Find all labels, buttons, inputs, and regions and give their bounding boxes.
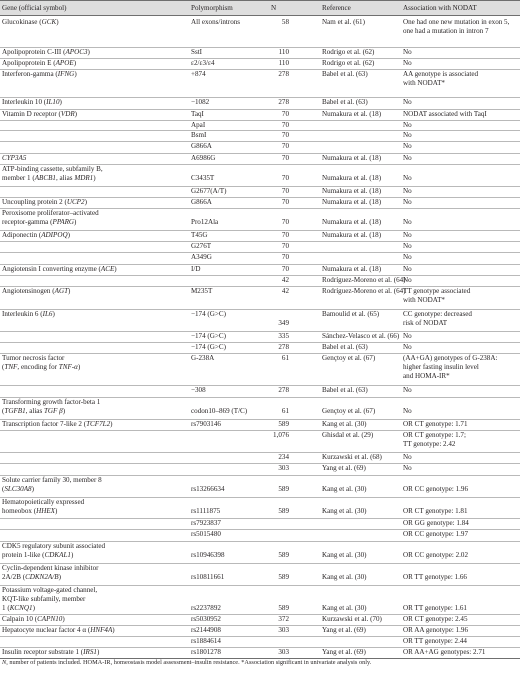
row-divider <box>0 208 520 209</box>
cell-polymorphism: All exons/introns <box>191 18 241 26</box>
cell-association: No <box>403 98 412 106</box>
table-row <box>0 58 520 69</box>
row-divider <box>0 309 520 310</box>
cell-association: No <box>403 407 412 415</box>
row-divider <box>0 197 520 198</box>
row-divider <box>0 47 520 48</box>
cell-n: 589 <box>278 420 289 428</box>
cell-association: OR TT genotype: 1.66 <box>403 573 467 581</box>
cell-polymorphism: −1082 <box>191 98 210 106</box>
row-divider <box>0 529 520 530</box>
table-row <box>0 518 520 529</box>
table-row <box>0 342 520 353</box>
cell-reference: Bamoulid et al. (65) <box>322 310 380 318</box>
cell-polymorphism: SstI <box>191 48 203 56</box>
cell-n: 589 <box>278 485 289 493</box>
row-divider <box>0 186 520 187</box>
cell-n: 589 <box>278 507 289 515</box>
cell-n: 303 <box>278 464 289 472</box>
cell-association: No <box>403 131 412 139</box>
cell-polymorphism: Pro12Ala <box>191 218 219 226</box>
cell-reference: Sánchez-Velasco et al. (66) <box>322 332 400 340</box>
cell-n: 589 <box>278 604 289 612</box>
cell-reference: Yang et al. (69) <box>322 464 366 472</box>
row-divider <box>0 153 520 154</box>
cell-polymorphism: C3435T <box>191 174 215 182</box>
row-divider <box>0 430 520 431</box>
cell-reference: Babel et al. (63) <box>322 343 368 351</box>
table-row <box>0 636 520 647</box>
cell-reference: Babel et al. (63) <box>322 386 368 394</box>
cell-reference: Rodríguez-Moreno et al. (64) <box>322 287 406 295</box>
table-row <box>0 563 520 583</box>
table-row <box>0 241 520 252</box>
cell-reference: Rodrigo et al. (62) <box>322 59 375 67</box>
cell-association: No <box>403 332 412 340</box>
cell-polymorphism: BsmI <box>191 131 207 139</box>
row-divider <box>0 463 520 464</box>
cell-polymorphism: −308 <box>191 386 206 394</box>
table-row <box>0 353 520 385</box>
cell-reference: Ghisdal et al. (29) <box>322 431 374 439</box>
cell-association: No <box>403 187 412 195</box>
cell-polymorphism: codon10–869 (T/C) <box>191 407 248 415</box>
cell-polymorphism: ε2/ε3/ε4 <box>191 59 215 67</box>
cell-reference: Numakura et al. (18) <box>322 231 382 239</box>
cell-gene: Hematopoietically expressed homeobox (HHEX) <box>2 498 85 515</box>
table-row <box>0 130 520 141</box>
table-row <box>0 309 520 331</box>
cell-n: 303 <box>278 626 289 634</box>
cell-gene: Tumor necrosis factor (TNF, encoding for TNF-α) <box>2 354 81 371</box>
cell-association: No <box>403 343 412 351</box>
cell-gene: Apolipoprotein E (APOE) <box>2 59 77 67</box>
cell-association: OR TT genotype: 2.44 <box>403 637 467 645</box>
cell-gene: CYP3A5 <box>2 154 27 162</box>
cell-association: NODAT associated with TaqI <box>403 110 487 118</box>
cell-reference: Babel et al. (63) <box>322 98 368 106</box>
row-divider <box>0 230 520 231</box>
cell-association: OR AA genotype: 1.96 <box>403 626 469 634</box>
cell-polymorphism: −174 (G>C) <box>191 310 226 318</box>
cell-reference: Rodríguez-Moreno et al. (64) <box>322 276 406 284</box>
cell-reference: Numakura et al. (18) <box>322 187 382 195</box>
cell-reference: Gençtoy et al. (67) <box>322 407 376 415</box>
cell-gene: Angiotensinogen (AGT) <box>2 287 71 295</box>
cell-n: 70 <box>281 218 289 226</box>
cell-polymorphism: rs2237892 <box>191 604 221 612</box>
table-row <box>0 230 520 241</box>
cell-gene: Transcription factor 7-like 2 (TCF7L2) <box>2 420 113 428</box>
cell-gene: Interleukin 6 (IL6) <box>2 310 55 318</box>
row-divider <box>0 241 520 242</box>
cell-polymorphism: rs5030952 <box>191 615 221 623</box>
header-association: Association with NODAT <box>403 4 477 12</box>
table-row <box>0 208 520 228</box>
row-divider <box>0 353 520 354</box>
row-divider <box>0 385 520 386</box>
cell-polymorphism: G-238A <box>191 354 215 362</box>
table-row <box>0 529 520 540</box>
cell-polymorphism: rs13266634 <box>191 485 225 493</box>
cell-n: 70 <box>281 174 289 182</box>
cell-gene: Adiponectin (ADIPOQ) <box>2 231 70 239</box>
row-divider <box>0 397 520 398</box>
cell-association: OR CT genotype: 1.71 <box>403 420 468 428</box>
cell-reference: Numakura et al. (18) <box>322 154 382 162</box>
cell-polymorphism: ApaI <box>191 121 206 129</box>
cell-association: No <box>403 231 412 239</box>
table-row <box>0 186 520 197</box>
cell-association: No <box>403 453 412 461</box>
row-divider <box>0 563 520 564</box>
cell-association: CC genotype: decreased risk of NODAT <box>403 310 472 327</box>
cell-n: 589 <box>278 551 289 559</box>
row-divider <box>0 647 520 648</box>
row-divider <box>0 252 520 253</box>
row-divider <box>0 475 520 476</box>
table-row <box>0 109 520 120</box>
row-divider <box>0 58 520 59</box>
cell-n: 70 <box>281 242 289 250</box>
cell-association: No <box>403 253 412 261</box>
cell-gene: ATP-binding cassette, subfamily B, member 1 (ABCB1, alias MDR1) <box>2 165 103 182</box>
table-row <box>0 463 520 474</box>
cell-gene: Angiotensin I converting enzyme (ACE) <box>2 265 117 273</box>
cell-gene: Interferon-gamma (IFNG) <box>2 70 77 78</box>
cell-reference: Kang et al. (30) <box>322 573 367 581</box>
cell-gene: Calpain 10 (CAPN10) <box>2 615 65 623</box>
cell-polymorphism: G866A <box>191 142 212 150</box>
cell-n: 42 <box>281 287 289 295</box>
header-polymorphism: Polymorphism <box>191 4 233 12</box>
cell-reference: Numakura et al. (18) <box>322 110 382 118</box>
row-divider <box>0 585 520 586</box>
table-row <box>0 252 520 263</box>
header-n: N <box>271 4 277 12</box>
table-row <box>0 625 520 636</box>
cell-reference: Numakura et al. (18) <box>322 174 382 182</box>
cell-n: 234 <box>278 453 289 461</box>
cell-polymorphism: rs1801278 <box>191 648 221 656</box>
cell-association: No <box>403 218 412 226</box>
cell-polymorphism: M235T <box>191 287 213 295</box>
row-divider <box>0 109 520 110</box>
cell-association: No <box>403 59 412 67</box>
cell-gene: Potassium voltage-gated channel, KQT-like subfamily, member 1 (KCNQ1) <box>2 586 98 612</box>
cell-n: 70 <box>281 154 289 162</box>
cell-reference: Kurzawski et al. (68) <box>322 453 382 461</box>
cell-gene: Insulin receptor substrate 1 (IRS1) <box>2 648 100 656</box>
cell-reference: Yang et al. (69) <box>322 648 366 656</box>
cell-n: 303 <box>278 648 289 656</box>
cell-association: OR CT genotype: 1.7; TT genotype: 2.42 <box>403 431 466 448</box>
row-divider <box>0 164 520 165</box>
cell-n: 278 <box>278 70 289 78</box>
cell-association: (AA+GA) genotypes of G-238A: higher fasting insulin level and HOMA-IR* <box>403 354 498 380</box>
cell-gene: Uncoupling protein 2 (UCP2) <box>2 198 87 206</box>
row-divider <box>0 130 520 131</box>
cell-n: 278 <box>278 343 289 351</box>
cell-reference: Kang et al. (30) <box>322 420 367 428</box>
row-divider <box>0 286 520 287</box>
cell-reference: Babel et al. (63) <box>322 70 368 78</box>
cell-gene: Interleukin 10 (IL10) <box>2 98 62 106</box>
table-row <box>0 153 520 164</box>
cell-reference: Yang et al. (69) <box>322 626 366 634</box>
row-divider <box>0 69 520 70</box>
cell-n: 70 <box>281 231 289 239</box>
row-divider <box>0 625 520 626</box>
cell-n: 110 <box>278 48 289 56</box>
row-divider <box>0 541 520 542</box>
cell-association: No <box>403 154 412 162</box>
cell-gene: Vitamin D receptor (VDR) <box>2 110 78 118</box>
cell-association: OR TT genotype: 1.61 <box>403 604 467 612</box>
table-row <box>0 497 520 517</box>
cell-association: No <box>403 198 412 206</box>
cell-association: No <box>403 386 412 394</box>
cell-association: AA genotype is associated with NODAT* <box>403 70 479 87</box>
cell-association: OR CC genotype: 1.97 <box>403 530 469 538</box>
table-row <box>0 475 520 495</box>
table-row <box>0 397 520 417</box>
cell-reference: Kurzawski et al. (70) <box>322 615 382 623</box>
cell-reference: Rodrigo et al. (62) <box>322 48 375 56</box>
cell-association: No <box>403 464 412 472</box>
row-divider <box>0 497 520 498</box>
cell-association: OR CC genotype: 2.02 <box>403 551 469 559</box>
table-row <box>0 452 520 463</box>
cell-association: No <box>403 242 412 250</box>
cell-reference: Kang et al. (30) <box>322 507 367 515</box>
table-row <box>0 69 520 93</box>
cell-n: 349 <box>278 319 289 327</box>
cell-n: 589 <box>278 573 289 581</box>
row-divider <box>0 342 520 343</box>
cell-gene: Hepatocyte nuclear factor 4 α (HNF4A) <box>2 626 115 634</box>
cell-n: 335 <box>278 332 289 340</box>
row-divider <box>0 120 520 121</box>
cell-polymorphism: −174 (G>C) <box>191 332 226 340</box>
cell-n: 70 <box>281 198 289 206</box>
cell-n: 70 <box>281 253 289 261</box>
header-gene: Gene (official symbol) <box>2 4 67 12</box>
row-divider <box>0 141 520 142</box>
cell-n: 61 <box>281 407 289 415</box>
cell-reference: Nam et al. (61) <box>322 18 365 26</box>
cell-association: No <box>403 48 412 56</box>
cell-polymorphism: rs2144908 <box>191 626 221 634</box>
cell-polymorphism: T45G <box>191 231 208 239</box>
cell-association: No <box>403 276 412 284</box>
table-row <box>0 164 520 184</box>
cell-association: One had one new mutation in exon 5, one had a mutation in intron 7 <box>403 18 510 35</box>
cell-association: OR CT genotype: 2.45 <box>403 615 468 623</box>
cell-n: 70 <box>281 110 289 118</box>
cell-polymorphism: A349G <box>191 253 212 261</box>
cell-association: No <box>403 265 412 273</box>
cell-reference: Numakura et al. (18) <box>322 218 382 226</box>
cell-gene: Cyclin-dependent kinase inhibitor 2A/2B (CDKN2A/B) <box>2 564 99 581</box>
table-row <box>0 17 520 47</box>
cell-n: 70 <box>281 265 289 273</box>
table-row <box>0 331 520 342</box>
row-divider <box>0 97 520 98</box>
cell-n: 42 <box>281 276 289 284</box>
table-row <box>0 385 520 396</box>
table-footnote: N, number of patients included. HOMA-IR, homeostasis model assessment–insulin resistance. *Association significant in univariate analysis only. <box>2 659 372 666</box>
cell-reference: Numakura et al. (18) <box>322 265 382 273</box>
table-row <box>0 614 520 625</box>
cell-association: TT genotype associated with NODAT* <box>403 287 471 304</box>
row-divider <box>0 636 520 637</box>
table-row <box>0 264 520 275</box>
table-row <box>0 419 520 430</box>
cell-gene: CDK5 regulatory subunit associated protein 1-like (CDKAL1) <box>2 542 106 559</box>
cell-polymorphism: rs1111875 <box>191 507 221 515</box>
cell-reference: Gençtoy et al. (67) <box>322 354 376 362</box>
cell-n: 70 <box>281 121 289 129</box>
cell-n: 110 <box>278 59 289 67</box>
cell-association: No <box>403 174 412 182</box>
table-row <box>0 541 520 561</box>
table-row <box>0 286 520 308</box>
cell-n: 372 <box>278 615 289 623</box>
row-divider <box>0 331 520 332</box>
cell-reference: Kang et al. (30) <box>322 551 367 559</box>
cell-gene: Peroxisome proliferator–activated receptor-gamma (PPARG) <box>2 209 99 226</box>
cell-n: 278 <box>278 98 289 106</box>
cell-association: No <box>403 142 412 150</box>
header-reference: Reference <box>322 4 351 12</box>
cell-polymorphism: G276T <box>191 242 212 250</box>
cell-n: 58 <box>281 18 289 26</box>
cell-association: No <box>403 121 412 129</box>
row-divider <box>0 264 520 265</box>
cell-n: 61 <box>281 354 289 362</box>
cell-gene: Apolipoprotein C-III (APOC3) <box>2 48 90 56</box>
cell-reference: Numakura et al. (18) <box>322 198 382 206</box>
cell-reference: Kang et al. (30) <box>322 485 367 493</box>
cell-reference: Kang et al. (30) <box>322 604 367 612</box>
table-row <box>0 647 520 658</box>
cell-n: 70 <box>281 131 289 139</box>
table-row <box>0 97 520 108</box>
cell-n: 70 <box>281 187 289 195</box>
cell-association: OR AA+AG genotypes: 2.71 <box>403 648 486 656</box>
row-divider <box>0 614 520 615</box>
cell-polymorphism: G866A <box>191 198 212 206</box>
cell-n: 1,076 <box>273 431 289 439</box>
cell-polymorphism: rs7923837 <box>191 519 221 527</box>
cell-polymorphism: G2677(A/T) <box>191 187 227 195</box>
table-row <box>0 141 520 152</box>
table-row <box>0 47 520 58</box>
cell-polymorphism: I/D <box>191 265 201 273</box>
cell-gene: Transforming growth factor-beta 1 (TGFB1, alias TGF β) <box>2 398 101 415</box>
row-divider <box>0 275 520 276</box>
table-header-row <box>0 0 520 16</box>
cell-polymorphism: rs10811661 <box>191 573 225 581</box>
cell-association: OR CT genotype: 1.81 <box>403 507 468 515</box>
row-divider <box>0 518 520 519</box>
cell-polymorphism: +874 <box>191 70 206 78</box>
cell-polymorphism: −174 (G>C) <box>191 343 226 351</box>
cell-polymorphism: rs7903146 <box>191 420 221 428</box>
cell-n: 70 <box>281 142 289 150</box>
cell-polymorphism: A6986G <box>191 154 216 162</box>
table-row <box>0 585 520 614</box>
table-row <box>0 197 520 208</box>
cell-polymorphism: rs5015480 <box>191 530 221 538</box>
row-divider <box>0 452 520 453</box>
cell-gene: Glucokinase (GCK) <box>2 18 59 26</box>
cell-association: OR GG genotype: 1.84 <box>403 519 469 527</box>
row-divider <box>0 419 520 420</box>
cell-association: OR CC genotype: 1.96 <box>403 485 469 493</box>
cell-gene: Solute carrier family 30, member 8 (SLC30A8) <box>2 476 102 493</box>
cell-polymorphism: rs10946398 <box>191 551 225 559</box>
cell-polymorphism: rs1884614 <box>191 637 221 645</box>
cell-n: 278 <box>278 386 289 394</box>
cell-polymorphism: TaqI <box>191 110 204 118</box>
table-row <box>0 275 520 286</box>
table-row <box>0 430 520 450</box>
